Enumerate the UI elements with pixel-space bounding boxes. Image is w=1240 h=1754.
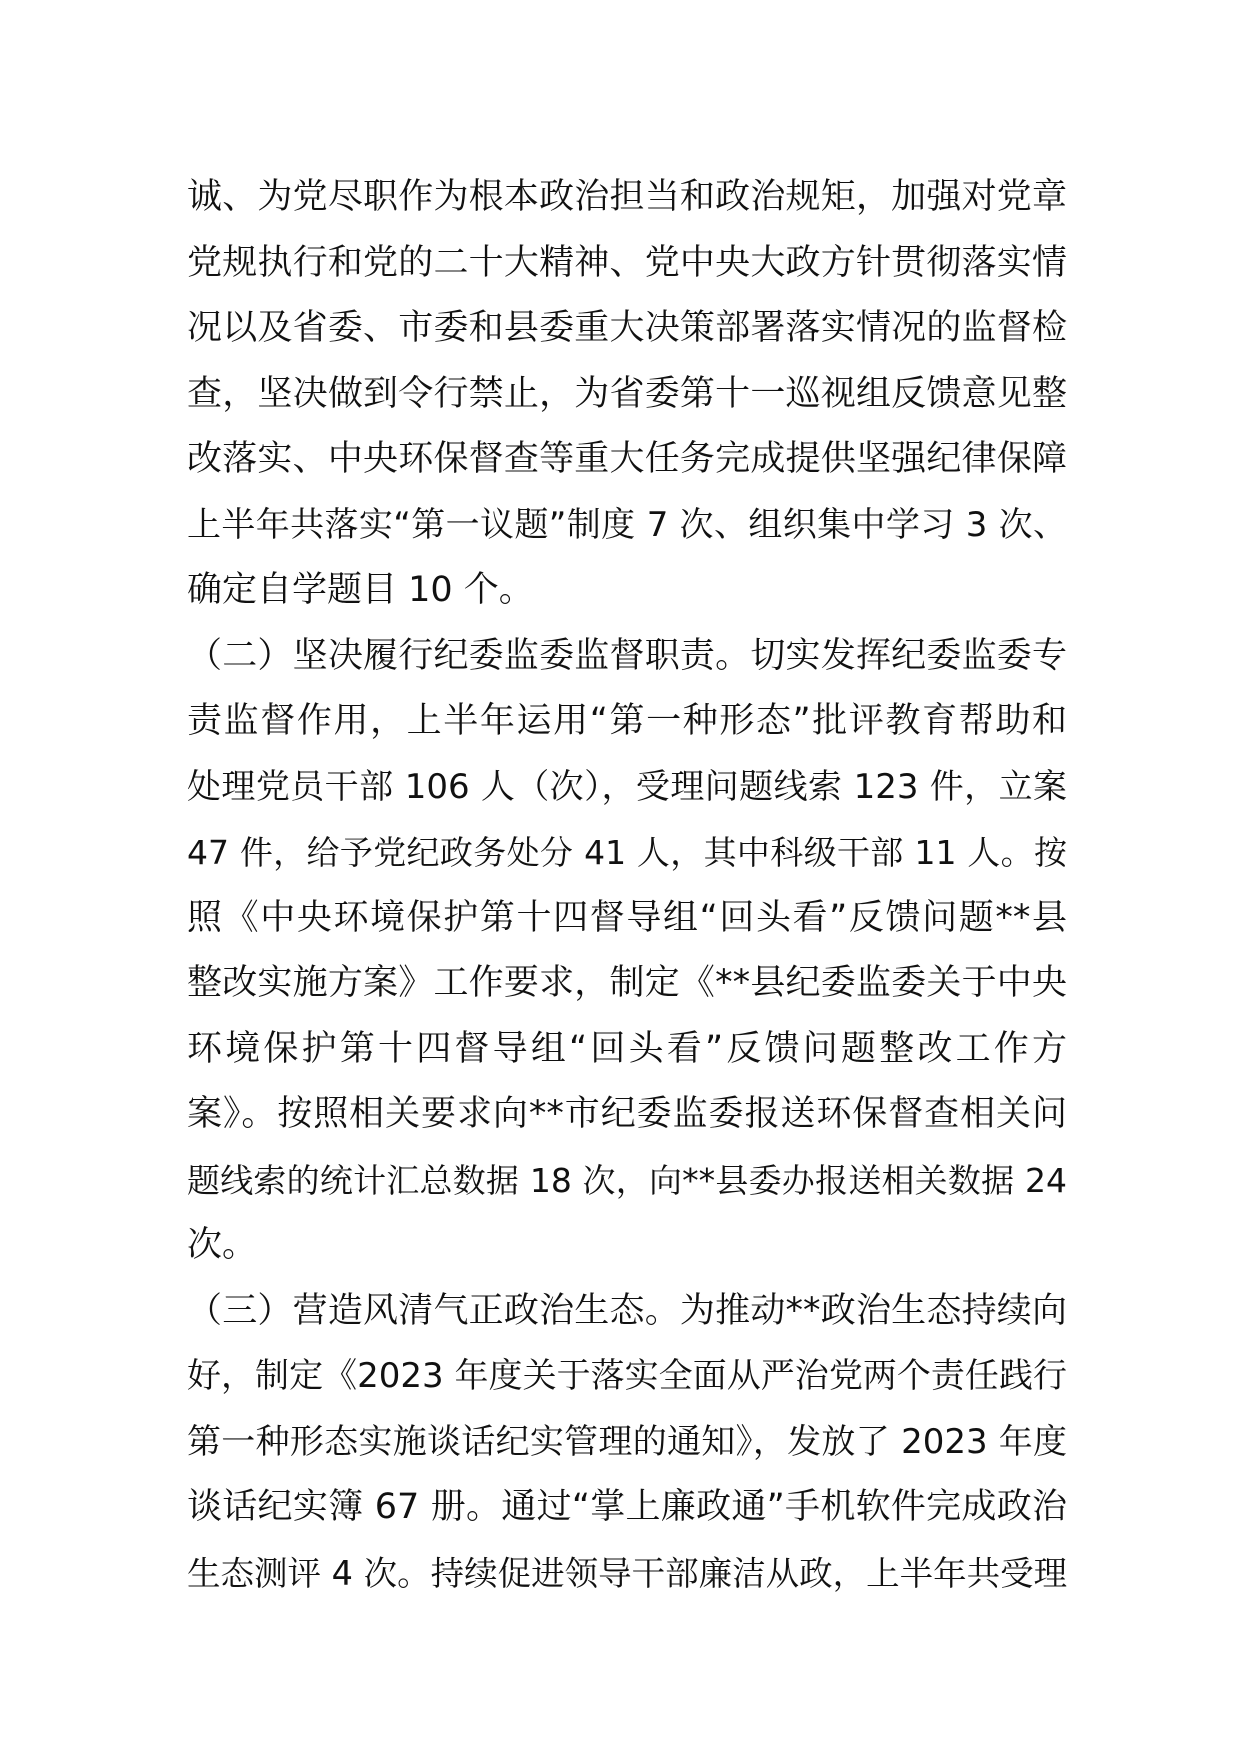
text-line: 次。: [187, 1225, 258, 1265]
text-line: 47 件，给予党纪政务处分 41 人，其中科级干部 11 人。按: [187, 833, 1067, 872]
text-line: （三）营造风清气正政治生态。为推动**政治生态持续向: [187, 1290, 1067, 1331]
text-line: 环境保护第十四督导组“回头看”反馈问题整改工作方: [187, 1028, 1067, 1069]
text-line: 查，坚决做到令行禁止，为省委第十一巡视组反馈意见整: [187, 373, 1067, 414]
text-line: 生态测评 4 次。持续促进领导干部廉洁从政，上半年共受理: [187, 1553, 1068, 1593]
text-line: 整改实施方案》工作要求，制定《**县纪委监委关于中央: [187, 963, 1067, 1003]
text-line: （二）坚决履行纪委监委监督职责。切实发挥纪委监委专: [187, 635, 1067, 676]
text-line: 处理党员干部 106 人（次），受理问题线索 123 件，立案: [187, 766, 1067, 807]
text-line: 况以及省委、市委和县委重大决策部署落实情况的监督检: [187, 308, 1067, 348]
text-line: 照《中央环境保护第十四督导组“回头看”反馈问题**县: [187, 897, 1067, 938]
text-line: 责监督作用，上半年运用“第一种形态”批评教育帮助和: [187, 701, 1067, 741]
text-line: 好，制定《2023 年度关于落实全面从严治党两个责任践行: [187, 1356, 1067, 1396]
text-line: 上半年共落实“第一议题”制度 7 次、组织集中学习 3 次、: [187, 504, 1067, 545]
text-line: 确定自学题目 10 个。: [187, 570, 534, 610]
text-line: 第一种形态实施谈话纪实管理的通知》，发放了 2023 年度: [187, 1421, 1067, 1462]
text-line: 改落实、中央环保督查等重大任务完成提供坚强纪律保障: [187, 439, 1067, 479]
text-line: 题线索的统计汇总数据 18 次，向**县委办报送相关数据 24: [187, 1160, 1067, 1200]
text-line: 党规执行和党的二十大精神、党中央大政方针贯彻落实情: [187, 242, 1067, 283]
text-line: 谈话纪实簿 67 册。通过“掌上廉政通”手机软件完成政治: [187, 1487, 1067, 1527]
body-text: [187, 165, 1067, 1606]
text-line: 案》。按照相关要求向**市纪委监委报送环保督查相关问: [187, 1094, 1067, 1134]
text-line: 诚、为党尽职作为根本政治担当和政治规矩，加强对党章: [187, 177, 1067, 217]
